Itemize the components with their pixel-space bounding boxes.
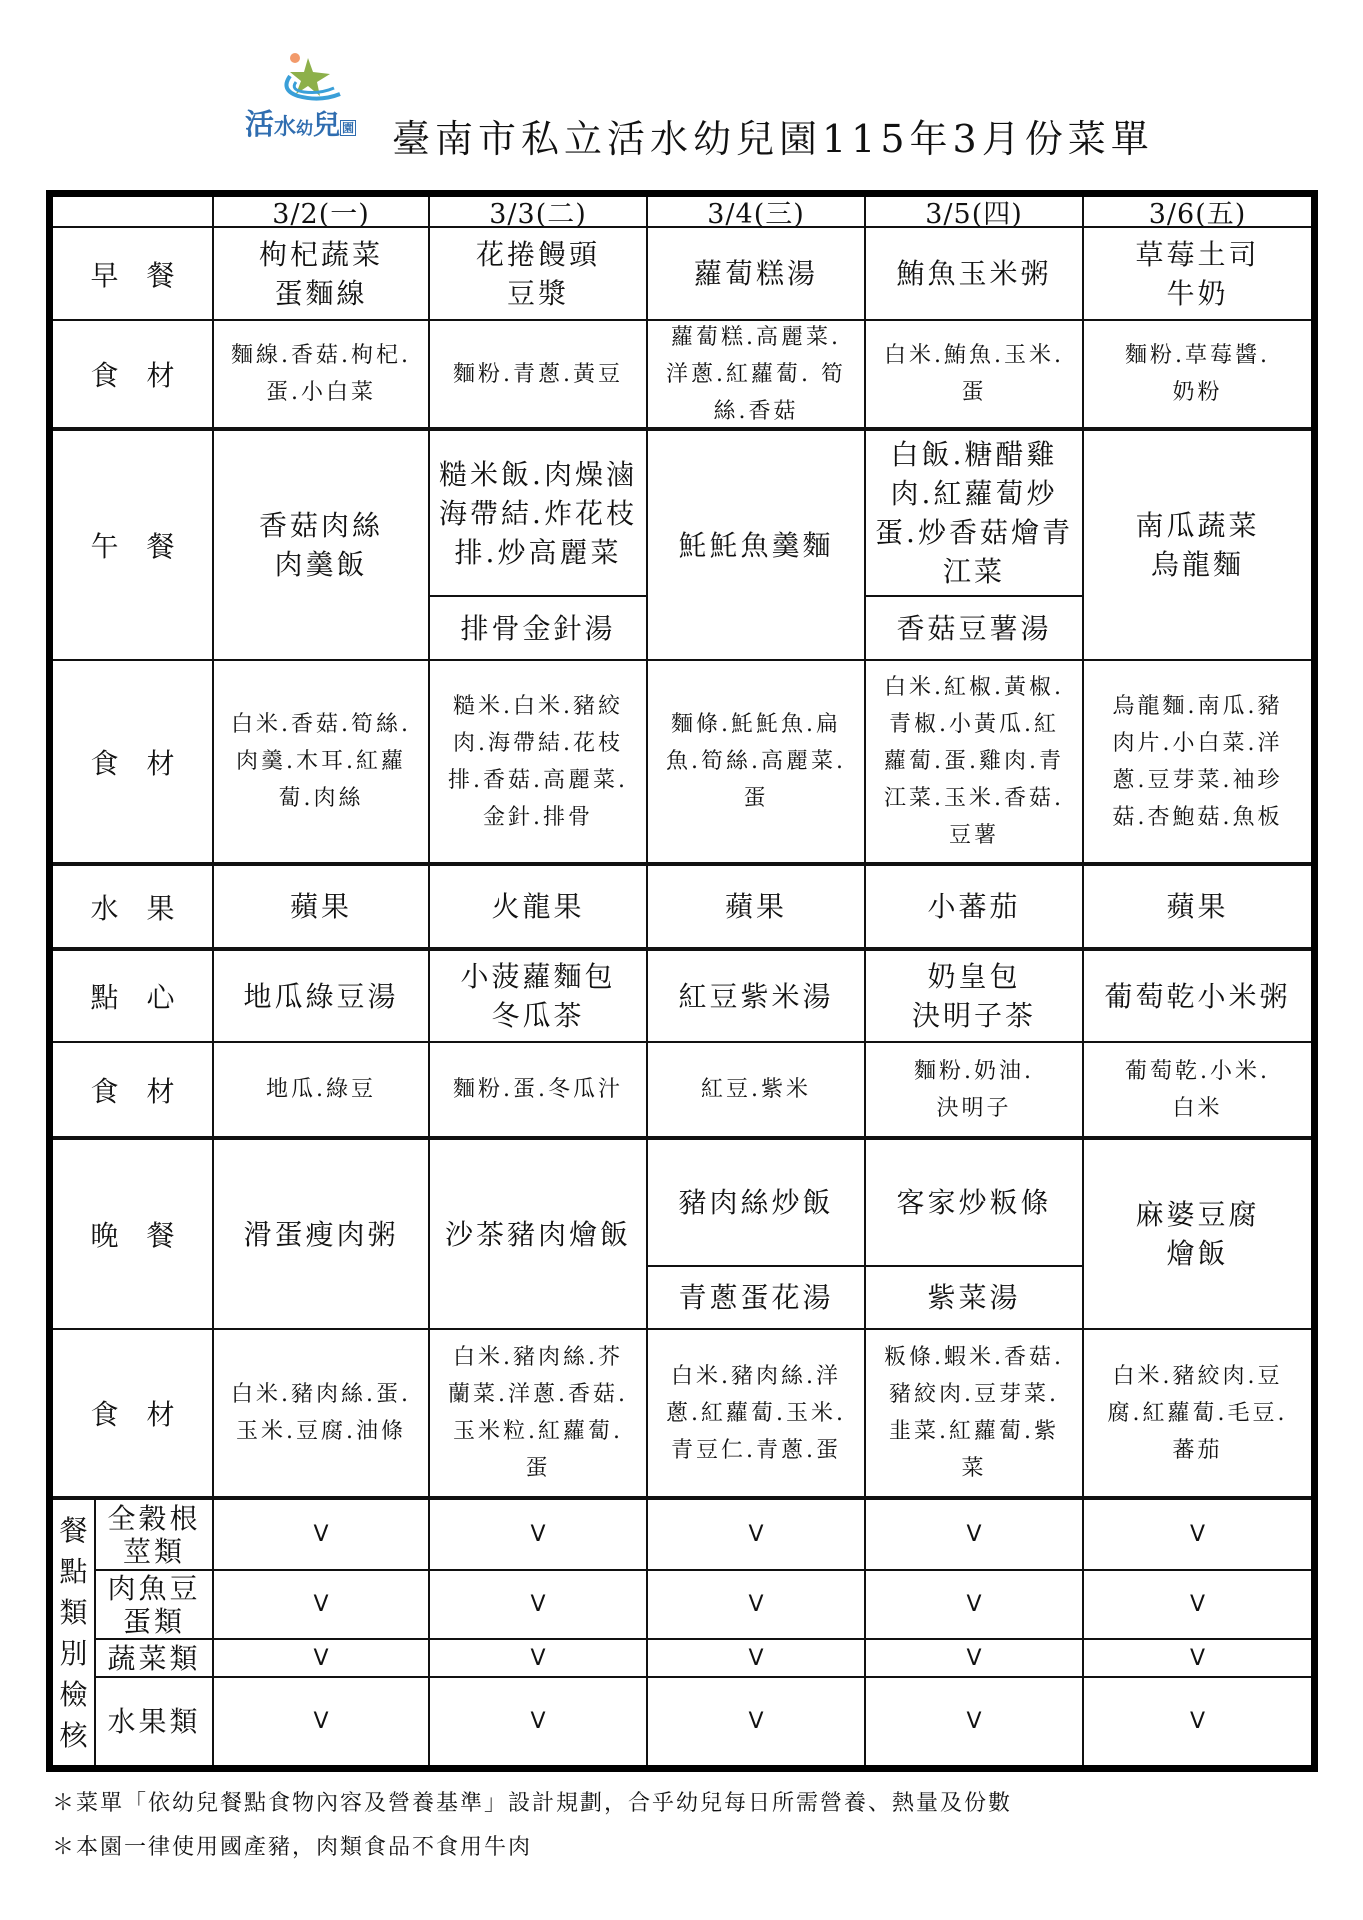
breakfast-ingredients-label-text: 食材 — [90, 359, 203, 392]
lunch-ingredients-label — [53, 661, 214, 866]
breakfast-ingredients-cell-text: 麵粉.青蔥.黃豆 — [453, 361, 623, 387]
breakfast-cell-text: 蘿蔔糕湯 — [693, 257, 818, 290]
check-mark — [648, 1678, 866, 1765]
dinner-ingredients-cell-text: 粄條.蝦米.香菇. 豬絞肉.豆芽菜. 韭菜.紅蘿蔔.紫 菜 — [884, 1345, 1064, 1481]
note-nutrition: ＊菜單「依幼兒餐點食物內容及營養基準」設計規劃，合乎幼兒每日所需營養、熱量及份數 — [52, 1791, 1013, 1816]
snack-cell-text: 奶皇包 決明子茶 — [911, 960, 1036, 1032]
check-mark — [866, 1640, 1084, 1678]
check-mark — [1084, 1678, 1311, 1765]
fruit-cell — [430, 866, 648, 951]
lunch-main-dish — [430, 431, 648, 597]
check-mark-text: V — [966, 1645, 982, 1671]
snack-ingredients-cell-text: 葡萄乾.小米. 白米 — [1125, 1058, 1270, 1121]
check-mark-text: V — [530, 1522, 546, 1547]
check-mark-text: V — [530, 1592, 546, 1617]
breakfast-cell — [430, 228, 648, 321]
lunch-soup-text: 排骨金針湯 — [460, 611, 616, 645]
lunch-label-text: 午餐 — [90, 530, 203, 563]
header-blank — [53, 197, 214, 228]
day-header-text: 3/3(二) — [489, 199, 587, 230]
check-mark — [430, 1678, 648, 1765]
check-mark — [866, 1678, 1084, 1765]
breakfast-cell-text: 草莓土司 牛奶 — [1135, 237, 1260, 310]
dinner-ingredients-cell-text: 白米.豬肉絲.芥 蘭菜.洋蔥.香菇. 玉米粒.紅蘿蔔. 蛋 — [448, 1345, 628, 1481]
breakfast-ingredients-cell — [648, 321, 866, 431]
fruit-label-text: 水果 — [90, 891, 203, 925]
check-mark — [214, 1640, 430, 1678]
dinner-main-dish — [1084, 1140, 1311, 1330]
lunch-main-dish — [866, 431, 1084, 597]
snack-ingredients-cell-text: 地瓜.綠豆 — [266, 1077, 376, 1102]
kindergarten-logo — [245, 50, 375, 145]
lunch-ingredients-cell — [1084, 661, 1311, 866]
lunch-soup — [866, 597, 1084, 661]
check-mark — [866, 1500, 1084, 1571]
lunch-ingredients-cell-text: 麵條.魠魠魚.扁 魚.筍絲.高麗菜. 蛋 — [666, 712, 846, 811]
dinner-main-dish-text: 麻婆豆腐 燴飯 — [1135, 1198, 1260, 1270]
snack-ingredients-cell-text: 麵粉.蛋.冬瓜汁 — [453, 1077, 623, 1102]
lunch-main-dish — [1084, 431, 1311, 661]
dinner-soup — [648, 1267, 866, 1330]
breakfast-label — [53, 228, 214, 321]
snack-cell — [1084, 951, 1311, 1043]
snack-cell-text: 小菠蘿麵包 冬瓜茶 — [460, 960, 616, 1032]
fruit-cell — [214, 866, 430, 951]
snack-ingredients-cell — [866, 1043, 1084, 1140]
fruit-cell — [1084, 866, 1311, 951]
check-mark — [1084, 1571, 1311, 1640]
snack-ingredients-cell-text: 紅豆.紫米 — [701, 1077, 811, 1102]
dinner-ingredients-cell — [1084, 1330, 1311, 1500]
snack-cell — [430, 951, 648, 1043]
lunch-ingredients-cell-text: 烏龍麵.南瓜.豬 肉片.小白菜.洋 蔥.豆芽菜.袖珍 菇.杏鮑菇.魚板 — [1112, 693, 1283, 830]
day-header — [1084, 197, 1311, 228]
check-mark — [430, 1571, 648, 1640]
day-header — [214, 197, 430, 228]
check-category-label-text: 肉魚豆 蛋類 — [107, 1571, 201, 1638]
check-mark — [1084, 1640, 1311, 1678]
lunch-ingredients-cell-text: 糙米.白米.豬絞 肉.海帶結.花枝 排.香菇.高麗菜. 金針.排骨 — [448, 693, 628, 830]
snack-ingredients-cell — [430, 1043, 648, 1140]
page-title: 臺南市私立活水幼兒園115年3月份菜單 — [392, 117, 1154, 161]
breakfast-cell — [214, 228, 430, 321]
breakfast-ingredients-cell-text: 蘿蔔糕.高麗菜. 洋蔥.紅蘿蔔. 筍 絲.香菇 — [666, 324, 846, 424]
fruit-cell-text: 小蕃茄 — [927, 890, 1021, 923]
day-header-text: 3/4(三) — [707, 199, 805, 230]
dinner-main-dish — [866, 1140, 1084, 1267]
snack-cell-text: 葡萄乾小米粥 — [1104, 979, 1291, 1013]
lunch-main-dish — [648, 431, 866, 661]
dinner-main-dish — [214, 1140, 430, 1330]
dinner-ingredients-cell-text: 白米.豬絞肉.豆 腐.紅蘿蔔.毛豆. 蕃茄 — [1107, 1363, 1288, 1463]
dinner-label — [53, 1140, 214, 1330]
check-category-label — [96, 1640, 214, 1678]
check-mark — [866, 1571, 1084, 1640]
logo-text: 活水幼兒 園 — [245, 107, 355, 141]
lunch-main-dish-text: 魠魠魚羹麵 — [678, 528, 834, 562]
check-category-label-text: 蔬菜類 — [107, 1641, 201, 1675]
lunch-ingredients-label-text: 食材 — [90, 746, 203, 780]
day-header-text: 3/5(四) — [925, 199, 1023, 230]
check-category-label — [96, 1678, 214, 1765]
breakfast-label-text: 早餐 — [90, 258, 203, 292]
fruit-cell — [648, 866, 866, 951]
check-category-label — [96, 1571, 214, 1640]
snack-label-text: 點心 — [90, 981, 203, 1014]
lunch-ingredients-cell-text: 白米.紅椒.黃椒. 青椒.小黃瓜.紅 蘿蔔.蛋.雞肉.青 江菜.玉米.香菇. 豆薯 — [884, 675, 1064, 848]
check-mark-text: V — [966, 1709, 982, 1734]
snack-ingredients-label-text: 食材 — [90, 1074, 203, 1108]
breakfast-ingredients-cell — [430, 321, 648, 431]
lunch-ingredients-cell-text: 白米.香菇.筍絲. 肉羹.木耳.紅蘿 蔔.肉絲 — [231, 712, 411, 811]
dinner-ingredients-cell — [214, 1330, 430, 1500]
check-mark-text: V — [530, 1645, 546, 1671]
check-mark-text: V — [1189, 1592, 1206, 1617]
check-category-label-text: 全穀根 莖類 — [107, 1501, 201, 1568]
dinner-main-dish-text: 沙茶豬肉燴飯 — [444, 1217, 631, 1251]
lunch-ingredients-cell — [430, 661, 648, 866]
check-mark — [648, 1640, 866, 1678]
dinner-ingredients-cell-text: 白米.豬肉絲.蛋. 玉米.豆腐.油條 — [231, 1382, 411, 1444]
day-header — [648, 197, 866, 228]
fruit-cell-text: 蘋果 — [724, 890, 787, 923]
lunch-ingredients-cell — [866, 661, 1084, 866]
check-mark-text: V — [748, 1709, 764, 1734]
snack-cell — [214, 951, 430, 1043]
breakfast-ingredients-label — [53, 321, 214, 431]
dinner-ingredients-label — [53, 1330, 214, 1500]
lunch-label — [53, 431, 214, 661]
breakfast-cell-text: 枸杞蔬菜 蛋麵線 — [258, 237, 383, 310]
day-header — [866, 197, 1084, 228]
fruit-cell-text: 蘋果 — [1166, 890, 1229, 923]
lunch-main-dish-text: 香菇肉絲 肉羹飯 — [258, 509, 383, 581]
check-mark-text: V — [1189, 1645, 1206, 1671]
check-mark-text: V — [1189, 1522, 1206, 1547]
breakfast-ingredients-cell — [866, 321, 1084, 431]
lunch-ingredients-cell — [648, 661, 866, 866]
check-mark-text: V — [966, 1592, 982, 1617]
snack-cell-text: 地瓜綠豆湯 — [243, 979, 399, 1013]
check-mark-text: V — [748, 1645, 764, 1671]
check-mark-text: V — [530, 1709, 546, 1734]
menu-table — [46, 190, 1318, 1772]
check-category-label — [96, 1500, 214, 1571]
check-mark — [648, 1500, 866, 1571]
breakfast-ingredients-cell-text: 麵線.香菇.枸杞. 蛋.小白菜 — [231, 343, 411, 405]
logo-emblem-icon — [280, 50, 360, 105]
snack-cell-text: 紅豆紫米湯 — [678, 979, 834, 1013]
check-mark-text: V — [313, 1522, 329, 1547]
check-mark — [430, 1640, 648, 1678]
check-mark-text: V — [313, 1709, 329, 1734]
check-mark — [214, 1678, 430, 1765]
check-group-label — [53, 1500, 96, 1765]
dinner-ingredients-cell — [648, 1330, 866, 1500]
fruit-cell-text: 蘋果 — [289, 890, 352, 923]
dinner-soup-text: 青蔥蛋花湯 — [678, 1281, 834, 1314]
fruit-cell — [866, 866, 1084, 951]
check-mark-text: V — [313, 1592, 329, 1617]
lunch-main-dish — [214, 431, 430, 661]
check-mark — [214, 1500, 430, 1571]
check-group-label-text: 餐點類別檢核 — [59, 1513, 88, 1752]
dinner-ingredients-cell-text: 白米.豬肉絲.洋 蔥.紅蘿蔔.玉米. 青豆仁.青蔥.蛋 — [666, 1363, 846, 1463]
check-mark — [1084, 1500, 1311, 1571]
breakfast-cell — [648, 228, 866, 321]
dinner-main-dish-text: 豬肉絲炒飯 — [678, 1186, 834, 1219]
lunch-ingredients-cell — [214, 661, 430, 866]
lunch-main-dish-text: 白飯.糖醋雞 肉.紅蘿蔔炒 蛋.炒香菇燴青 江菜 — [875, 438, 1073, 588]
lunch-soup — [430, 597, 648, 661]
snack-cell — [866, 951, 1084, 1043]
breakfast-ingredients-cell-text: 白米.鮪魚.玉米. 蛋 — [884, 343, 1064, 405]
snack-cell — [648, 951, 866, 1043]
check-mark — [430, 1500, 648, 1571]
dinner-ingredients-label-text: 食材 — [90, 1398, 203, 1431]
note-pork: ＊本園一律使用國產豬，肉類食品不食用牛肉 — [52, 1835, 533, 1860]
notes — [52, 1782, 1012, 1870]
check-mark-text: V — [748, 1592, 764, 1617]
lunch-main-dish-text: 南瓜蔬菜 烏龍麵 — [1135, 509, 1260, 581]
dinner-label-text: 晚餐 — [90, 1219, 203, 1252]
breakfast-ingredients-cell — [1084, 321, 1311, 431]
check-mark-text: V — [313, 1645, 329, 1671]
fruit-cell-text: 火龍果 — [491, 890, 585, 923]
check-mark-text: V — [966, 1522, 982, 1547]
lunch-soup-text: 香菇豆薯湯 — [896, 611, 1052, 645]
check-mark — [214, 1571, 430, 1640]
dinner-main-dish-text: 滑蛋瘦肉粥 — [243, 1217, 399, 1251]
snack-label — [53, 951, 214, 1043]
check-category-label-text: 水果類 — [107, 1705, 201, 1738]
breakfast-cell — [1084, 228, 1311, 321]
dinner-main-dish — [430, 1140, 648, 1330]
check-mark-text: V — [748, 1522, 764, 1547]
check-mark — [648, 1571, 866, 1640]
day-header-text: 3/6(五) — [1148, 199, 1247, 230]
lunch-main-dish-text: 糙米飯.肉燥滷 海帶結.炸花枝 排.炒高麗菜 — [439, 457, 637, 569]
snack-ingredients-cell — [214, 1043, 430, 1140]
snack-ingredients-cell — [648, 1043, 866, 1140]
breakfast-cell-text: 鮪魚玉米粥 — [896, 257, 1052, 290]
breakfast-cell — [866, 228, 1084, 321]
dinner-soup — [866, 1267, 1084, 1330]
snack-ingredients-label — [53, 1043, 214, 1140]
snack-ingredients-cell-text: 麵粉.奶油. 決明子 — [914, 1058, 1034, 1121]
dinner-soup-text: 紫菜湯 — [927, 1281, 1021, 1314]
dinner-ingredients-cell — [866, 1330, 1084, 1500]
dinner-main-dish — [648, 1140, 866, 1267]
breakfast-ingredients-cell — [214, 321, 430, 431]
breakfast-cell-text: 花捲饅頭 豆漿 — [475, 237, 600, 310]
fruit-label — [53, 866, 214, 951]
day-header-text: 3/2(一) — [272, 199, 370, 230]
day-header — [430, 197, 648, 228]
check-mark-text: V — [1189, 1709, 1206, 1734]
breakfast-ingredients-cell-text: 麵粉.草莓醬. 奶粉 — [1125, 343, 1270, 405]
snack-ingredients-cell — [1084, 1043, 1311, 1140]
dinner-ingredients-cell — [430, 1330, 648, 1500]
dinner-main-dish-text: 客家炒粄條 — [896, 1186, 1052, 1219]
